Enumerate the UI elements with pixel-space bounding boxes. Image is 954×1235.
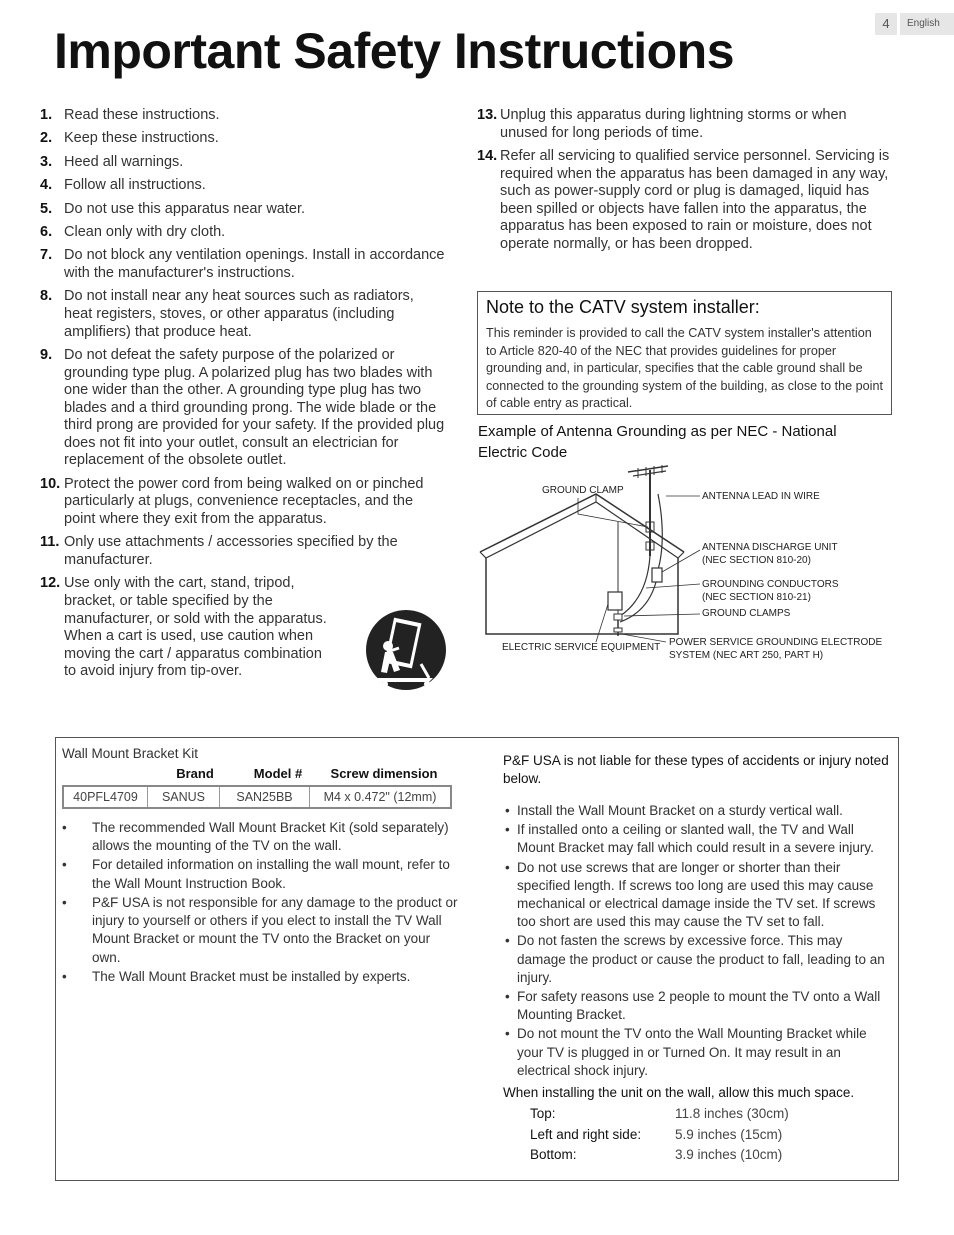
instruction-list-right: [477, 107, 892, 254]
label-electrode-system: SYSTEM (NEC ART 250, PART H): [669, 650, 824, 661]
list-item: • For detailed information on installing the wall mount, refer to the Wall Mount Instruction Book.: [62, 856, 462, 893]
instruction-item: 10. Protect the power cord from being walked on or pinched particularly at plugs, convenience receptacles, and the point where they exit from the apparatus.: [40, 475, 424, 528]
space-row-top: Top: 11.8 inches (30cm): [530, 1106, 789, 1122]
list-item: • P&F USA is not responsible for any damage to the product or injury to yourself or others if you elect to install the TV Wall Mount Bracket or mount the TV onto the Bracket on your own.: [62, 894, 462, 968]
header-screw: Screw dimension: [330, 766, 438, 781]
instruction-item: 11. Only use attachments / accessories specified by the manufacturer.: [40, 534, 398, 569]
list-item: • Do not mount the TV onto the Wall Mounting Bracket while your TV is plugged in or Turned On. It may result in an electrical shock injury.: [503, 1025, 893, 1080]
spec-table-row: [62, 785, 452, 809]
instruction-item: 5. Do not use this apparatus near water.: [40, 200, 306, 217]
liability-section: [503, 752, 893, 1166]
instruction-item: 8. Do not install near any heat sources such as radiators, heat registers, stoves, or other apparatus (including amplifiers) that produce heat.: [40, 288, 414, 340]
label-electrode: POWER SERVICE GROUNDING ELECTRODE: [669, 637, 883, 648]
catv-note-box: [477, 291, 892, 415]
cell-screw: M4 x 0.472" (12mm): [323, 790, 437, 804]
label-ground-clamps: GROUND CLAMPS: [702, 608, 791, 619]
list-item: • The Wall Mount Bracket must be installed by experts.: [62, 968, 462, 986]
list-item: • Do not use screws that are longer or shorter than their specified length. If screws too long are used this may cause mechanical or electrical damage inside the TV set. If screws too short are used this may cause the TV set to fall.: [503, 859, 893, 932]
page-number: 4: [875, 13, 897, 35]
label-grounding-conductors: GROUNDING CONDUCTORS: [702, 579, 839, 590]
cell-brand: SANUS: [148, 787, 220, 807]
space-row-bottom: Bottom: 3.9 inches (10cm): [530, 1147, 783, 1163]
list-item: • If installed onto a ceiling or slanted wall, the TV and Wall Mount Bracket may fall which could result in a severe injury.: [503, 821, 893, 857]
language-label: English: [900, 13, 954, 35]
instruction-item: 12. Use only with the cart, stand, tripod, bracket, or table specified by the manufacturer, or sold with the apparatus. When a cart is used, use caution when moving the cart / apparatus combination to avoid injury from tip-over.: [40, 575, 327, 680]
page-badge: [875, 13, 954, 35]
cart-tip-over-warning-icon: [363, 606, 449, 694]
label-antenna-lead: ANTENNA LEAD IN WIRE: [702, 491, 820, 502]
instruction-item: 1. Read these instructions.: [40, 107, 220, 123]
header-model: Model #: [253, 766, 303, 781]
instruction-item: 9. Do not defeat the safety purpose of the polarized or grounding type plug. A polarized plug has two blades with one wider than the other. A grounding type plug has two blades and a third grounding prong. The wide blade or the third prong are provided for your safety. If the provided plug does not fit into your outlet, consult an electrician for replacement of the obsolete outlet.: [40, 346, 445, 469]
label-electric-service: ELECTRIC SERVICE EQUIPMENT: [502, 642, 661, 653]
wall-mount-title: Wall Mount Bracket Kit: [62, 746, 199, 761]
wall-mount-section: [62, 746, 462, 987]
instruction-list-left: [40, 107, 445, 681]
spec-table-header: [62, 766, 462, 781]
instruction-item: 4. Follow all instructions.: [40, 177, 206, 194]
instruction-item: 14. Refer all servicing to qualified service personnel. Servicing is required when the apparatus has been damaged in any way, such as power-supply cord or plug is damaged, liquid has been spilled or objects have fallen into the apparatus, the apparatus has been exposed to rain or moisture, does not operate normally, or has been dropped.: [477, 147, 890, 252]
antenna-grounding-caption: Example of Antenna Grounding as per NEC - National Electric Code: [478, 423, 837, 461]
catv-note-title: Note to the CATV system installer:: [486, 297, 760, 317]
list-item: • Do not fasten the screws by excessive force. This may damage the product or cause the product to fall, leading to an injury.: [503, 932, 893, 987]
page-title: Important Safety Instructions: [54, 23, 735, 79]
space-table: [530, 1104, 893, 1166]
instruction-item: 2. Keep these instructions.: [40, 130, 219, 147]
wall-mount-box: [55, 737, 899, 1181]
list-item: • For safety reasons use 2 people to mount the TV onto a Wall Mounting Bracket.: [503, 988, 893, 1024]
label-discharge-unit: ANTENNA DISCHARGE UNIT: [702, 542, 838, 553]
instructions-right-column: [477, 107, 892, 259]
instruction-item: 3. Heed all warnings.: [40, 153, 184, 170]
label-discharge-section: (NEC SECTION 810-20): [702, 555, 811, 566]
label-ground-clamp: GROUND CLAMP: [542, 485, 624, 496]
cell-model-num: SAN25BB: [220, 787, 310, 807]
list-item: • Install the Wall Mount Bracket on a sturdy vertical wall.: [503, 802, 893, 820]
instruction-item: 7. Do not block any ventilation openings. Install in accordance with the manufacturer's instructions.: [40, 247, 445, 281]
catv-note-body: This reminder is provided to call the CATV system installer's attention to Article 820-40 of the NEC that provides guidelines for proper grounding and, in particular, specifies that the cable ground shall be connected to the grounding system of the building, as close to the point of cable entry as practical.: [486, 326, 883, 411]
space-note: When installing the unit on the wall, allow this much space.: [503, 1085, 855, 1101]
space-row-sides: Left and right side: 5.9 inches (15cm): [530, 1126, 783, 1142]
liability-bullets: [503, 802, 893, 1080]
wall-mount-bullets: [62, 819, 462, 986]
list-item: • The recommended Wall Mount Bracket Kit (sold separately) allows the mounting of the TV on the wall.: [62, 819, 462, 856]
instruction-item: 6. Clean only with dry cloth.: [40, 223, 226, 240]
label-conductors-section: (NEC SECTION 810-21): [702, 592, 811, 603]
liability-note: P&F USA is not liable for these types of accidents or injury noted below.: [503, 753, 889, 786]
instruction-item: 13. Unplug this apparatus during lightning storms or when unused for long periods of time.: [477, 107, 847, 141]
antenna-grounding-diagram: [478, 464, 890, 674]
header-brand: Brand: [176, 766, 214, 781]
instructions-left-column: [40, 107, 445, 687]
cell-model: 40PFL4709: [64, 787, 148, 807]
